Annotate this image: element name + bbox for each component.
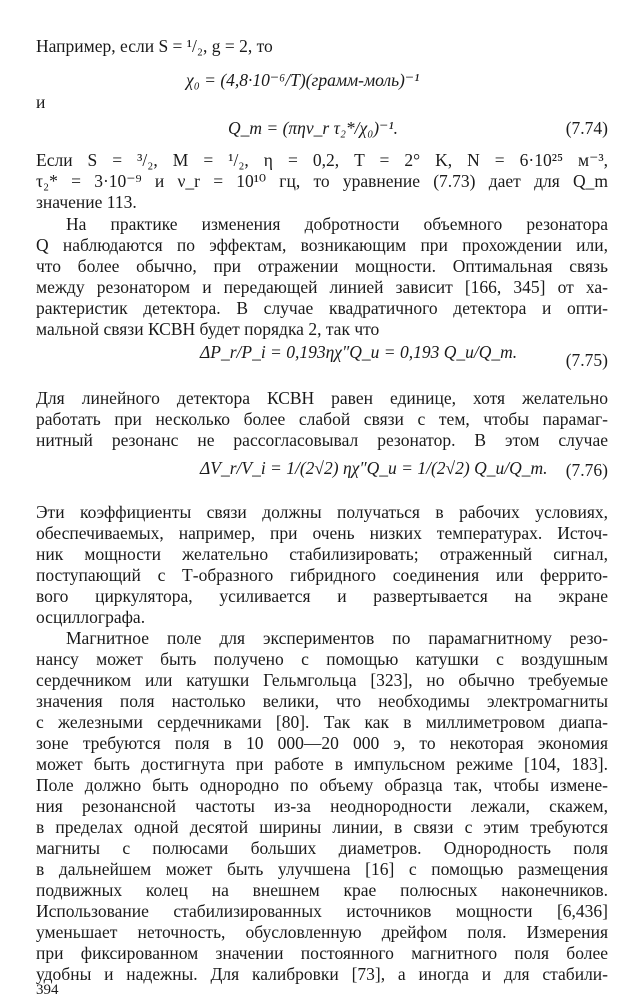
para5-line: может быть достигнута при работе в импульсном режиме [104, 183]. bbox=[36, 754, 608, 774]
equation-7-75: ΔP_r/P_i = 0,193ηχ″Q_u = 0,193 Q_u/Q_m. bbox=[200, 342, 518, 362]
para5-line: уменьшает неточность, обусловленную дрейфом поля. Измерения bbox=[36, 922, 608, 942]
para2-line: Q наблюдаются по эффектам, возникающим при прохождении или, bbox=[36, 235, 608, 255]
para5-line: в пределах одной десятой ширины линии, в связи с этим требуются bbox=[36, 817, 608, 837]
para5-line: нансу может быть получено с помощью катушки с воздушным bbox=[36, 649, 608, 669]
equation-number-7-75: (7.75) bbox=[565, 350, 608, 370]
para1-line: значение 113. bbox=[36, 192, 137, 212]
para5-line: подвижных колец на внешнем крае полюсных наконечников. bbox=[36, 880, 608, 900]
para5-line: зоне требуются поля в 10 000—20 000 э, то некоторая экономия bbox=[36, 733, 608, 753]
para5-line: Магнитное поле для экспериментов по парамагнитному резо- bbox=[66, 628, 608, 648]
para5-line: магниты с полюсами больших диаметров. Однородность поля bbox=[36, 838, 608, 858]
para2-line: между резонатором и передающей линией зависит [166, 345] от ха- bbox=[36, 277, 608, 297]
para4-line: осциллографа. bbox=[36, 607, 146, 627]
equation-7-76: ΔV_r/V_i = 1/(2√2) ηχ″Q_u = 1/(2√2) Q_u/Q_m. bbox=[200, 458, 548, 478]
para3-line: нитный резонанс не рассогласовывал резонатор. В этом случае bbox=[36, 430, 608, 450]
para3-line: Для линейного детектора КСВН равен единице, хотя желательно bbox=[36, 388, 608, 408]
para2-line: мальной связи КСВН будет порядка 2, так что bbox=[36, 319, 380, 339]
para4-line: ник мощности желательно стабилизировать; отраженный сигнал, bbox=[36, 544, 608, 564]
para2-line: что более обычно, при отражении мощности. Оптимальная связь bbox=[36, 256, 608, 276]
para5-line: Поле должно быть однородно по объему образца так, чтобы измене- bbox=[36, 775, 608, 795]
page-number: 394 bbox=[36, 982, 59, 998]
equation-number-7-74: (7.74) bbox=[565, 118, 608, 138]
para5-line: с железными сердечниками [80]. Так как в миллиметровом диапа- bbox=[36, 712, 608, 732]
para5-line: ния резонансной частоты из-за неоднородности лежали, скажем, bbox=[36, 796, 608, 816]
para5-line: в дальнейшем может быть улучшена [16] с помощью размещения bbox=[36, 859, 608, 879]
para5-line: сердечником или катушки Гельмгольца [323], но обычно требуемые bbox=[36, 670, 608, 690]
para4-line: поступающий с Т-образного гибридного соединения или феррито- bbox=[36, 565, 608, 585]
para4-line: Эти коэффициенты связи должны получаться в рабочих условиях, bbox=[36, 502, 608, 522]
equation-number-7-76: (7.76) bbox=[565, 460, 608, 480]
para5-line: значения поля настолько велики, что необходимы электромагниты bbox=[36, 691, 608, 711]
para5-line: удобны и надежны. Для калибровки [73], а иногда и для стабили- bbox=[36, 964, 608, 984]
conjunction-and: и bbox=[36, 92, 46, 112]
equation-chi0: χ₀ = (4,8·10⁻⁶/T)(грамм-моль)⁻¹ bbox=[186, 70, 420, 90]
para3-line: работать при несколько более слабой связи с тем, чтобы парамаг- bbox=[36, 409, 608, 429]
para5-line: Использование стабилизированных источников мощности [6,436] bbox=[36, 901, 608, 921]
equation-7-74: Q_m = (πην_r τ₂*/χ₀)⁻¹. bbox=[228, 118, 398, 138]
intro-line: Например, если S = ¹/₂, g = 2, то bbox=[36, 36, 273, 56]
para5-line: при фиксированном значении постоянного магнитного поля более bbox=[36, 943, 608, 963]
para2-line: На практике изменения добротности объемного резонатора bbox=[66, 214, 608, 234]
para4-line: вого циркулятора, усиливается и развертывается на экране bbox=[36, 586, 608, 606]
para1-line: Если S = ³/₂, M = ¹/₂, η = 0,2, T = 2° K, N = 6·10²⁵ м⁻³, bbox=[36, 150, 608, 170]
para2-line: рактеристик детектора. В случае квадратичного детектора и опти- bbox=[36, 298, 608, 318]
para1-line: τ₂* = 3·10⁻⁹ и ν_r = 10¹⁰ гц, то уравнение (7.73) дает для Q_m bbox=[36, 171, 608, 191]
para4-line: обеспечиваемых, например, при очень низких температурах. Источ- bbox=[36, 523, 608, 543]
